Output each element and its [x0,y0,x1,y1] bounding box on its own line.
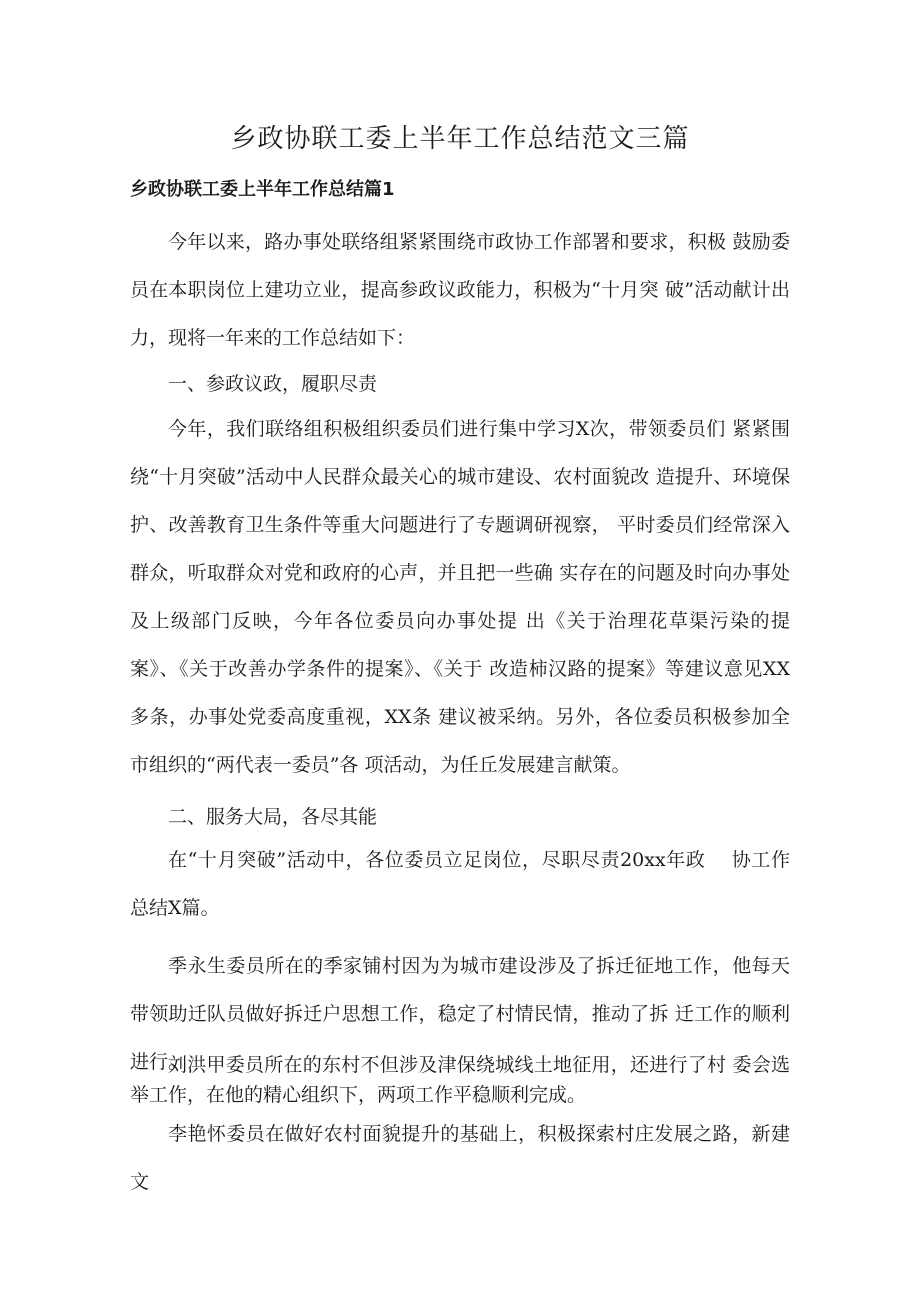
section-heading: 乡政协联工委上半年工作总结篇1 [130,179,395,200]
paragraph-intro: 今年以来，路办事处联络组紧紧围绕市政协工作部署和要求，积极 鼓励委员在本职岗位上建功立业，提高参政议政能力，积极为“十月突 破”活动献计出力，现将一年来的工作总结如下： [130,231,790,349]
paragraph-5: 刘洪甲委员所在的东村不但涉及津保绕城线土地征用，还进行了村 委会选举工作，在他的精心组织下，两项工作平稳顺利完成。 [130,1054,790,1106]
subsection-title-2: 二、服务大局，各尽其能 [168,806,378,828]
document-title: 乡政协联工委上半年工作总结范文三篇 [230,124,690,154]
paragraph-4: 季永生委员所在的季家铺村因为为城市建设涉及了拆迁征地工作，他每天带领助迁队员做好拆迁户思想工作，稳定了村情民情，推动了拆 迁工作的顺利进行。 [130,955,790,1073]
paragraph-3: 在“十月突破”活动中，各位委员立足岗位，尽职尽责20xx年政 协工作总结X篇。 [130,849,790,919]
paragraph-6: 李艳怀委员在做好农村面貌提升的基础上，积极探索村庄发展之路，新建文 [130,1123,790,1193]
subsection-title-1: 一、参政议政，履职尽责 [168,373,378,395]
paragraph-2: 今年，我们联络组积极组织委员们进行集中学习X次，带领委员们 紧紧围绕“十月突破”活动中人民群众最关心的城市建设、农村面貌改 造提升、环境保护、改善教育卫生条件等重大问题进行了专题调研视察， 平时委员们经常深入群众，听取群众对党和政府的心声，并且把一些确 实存在的问题及时向办事处及上级部门反映，今年各位委员向办事处提 出《关于治理花草渠污染的提案》、《关于改善办学条件的提案》、《关于 改造柿汉路的提案》等建议意见XX多条，办事处党委高度重视，XX条 建议被采纳。另外，各位委员积极参加全市组织的“两代表一委员”各 项活动，为任丘发展建言献策。 [130,418,790,776]
